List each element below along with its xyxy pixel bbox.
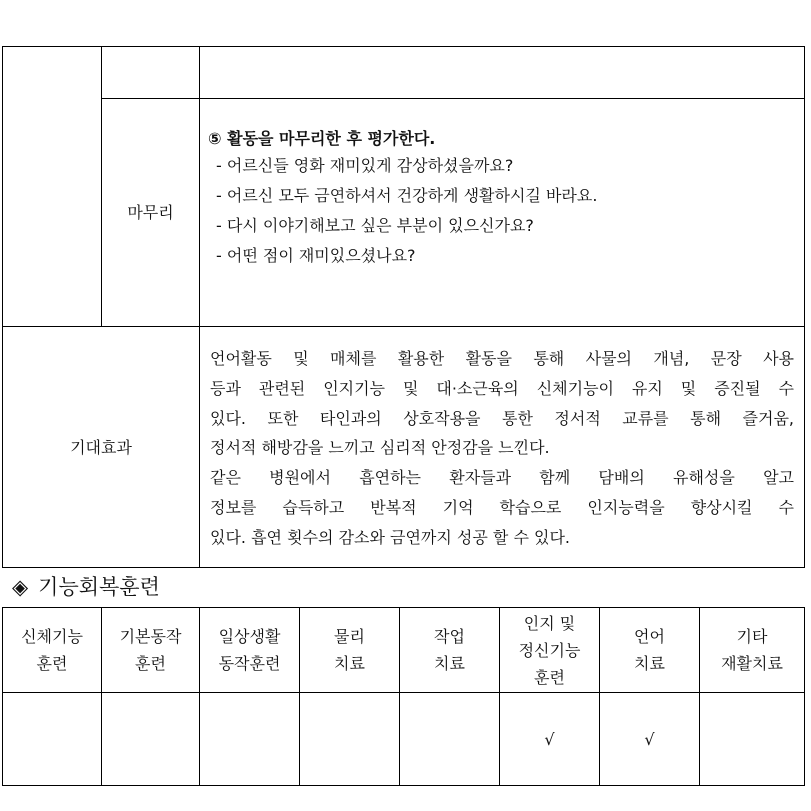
section-title — [12, 573, 160, 601]
closing-item-2: - 어르신 모두 금연하셔서 건강하게 생활하시길 바라요. — [216, 186, 598, 205]
effect-label: 기대효과 — [70, 437, 132, 457]
header-other-rehab: 기타 재활치료 — [721, 627, 783, 673]
header-occupational-therapy: 작업 치료 — [434, 627, 465, 673]
closing-label: 마무리 — [127, 203, 174, 222]
table1-row-divider-1 — [101, 98, 804, 99]
check-cell-1 — [3, 693, 101, 785]
check-cell-3 — [200, 693, 299, 785]
table2-col-line-8 — [804, 607, 805, 786]
effect-line-7: 있다. 흡연 횟수의 감소와 금연까지 성공 할 수 있다. — [210, 527, 570, 547]
header-cognitive-mental: 인지 및 정신기능 훈련 — [518, 613, 581, 687]
effect-paragraph — [210, 344, 794, 553]
effect-line-3: 있다. 또한 타인과의 상호작용을 통한 정서적 교류를 통해 즐거움, — [210, 408, 794, 428]
check-mark-speech: √ — [644, 729, 655, 749]
check-mark-cognitive: √ — [544, 729, 555, 749]
table2-bottom-border — [2, 785, 804, 786]
check-cell-8 — [700, 693, 804, 785]
table1-right-border — [804, 46, 805, 568]
section-title-text: 기능회복훈련 — [38, 575, 160, 599]
check-cell-5 — [400, 693, 499, 785]
diamond-icon: ◈ — [12, 575, 29, 599]
effect-line-5: 같은 병원에서 흡연하는 환자들과 함께 담배의 유해성을 알고 — [210, 468, 794, 488]
table1-top-border — [2, 46, 804, 47]
effect-line-1: 언어활동 및 매체를 활용한 활동을 통해 사물의 개념, 문장 사용 — [210, 349, 794, 368]
effect-line-4: 정서적 해방감을 느끼고 심리적 안정감을 느낀다. — [210, 438, 550, 458]
header-daily-living: 일상생활 동작훈련 — [218, 627, 281, 673]
check-cell-4 — [300, 693, 399, 785]
closing-heading: ⑤ 활동을 마무리한 후 평가한다. — [208, 129, 436, 148]
check-cell-2 — [102, 693, 199, 785]
header-physical-function: 신체기능 훈련 — [21, 627, 83, 673]
table1-inner-divider-2 — [199, 46, 200, 568]
table1-bottom-border — [2, 567, 804, 568]
effect-line-6: 정보를 습득하고 반복적 기억 학습으로 인지능력을 향상시킬 수 — [210, 497, 794, 517]
closing-item-4: - 어떤 점이 재미있으셨나요? — [216, 246, 416, 265]
header-speech-therapy: 언어 치료 — [634, 627, 665, 673]
header-basic-motion: 기본동작 훈련 — [119, 627, 182, 673]
closing-item-1: - 어르신들 영화 재미있게 감상하셨을까요? — [216, 156, 514, 175]
closing-item-3: - 다시 이야기해보고 싶은 부분이 있으신가요? — [216, 216, 534, 235]
effect-line-2: 등과 관련된 인지기능 및 대·소근육의 신체기능이 유지 및 증진될 수 — [210, 378, 794, 398]
header-physical-therapy: 물리 치료 — [334, 627, 365, 673]
